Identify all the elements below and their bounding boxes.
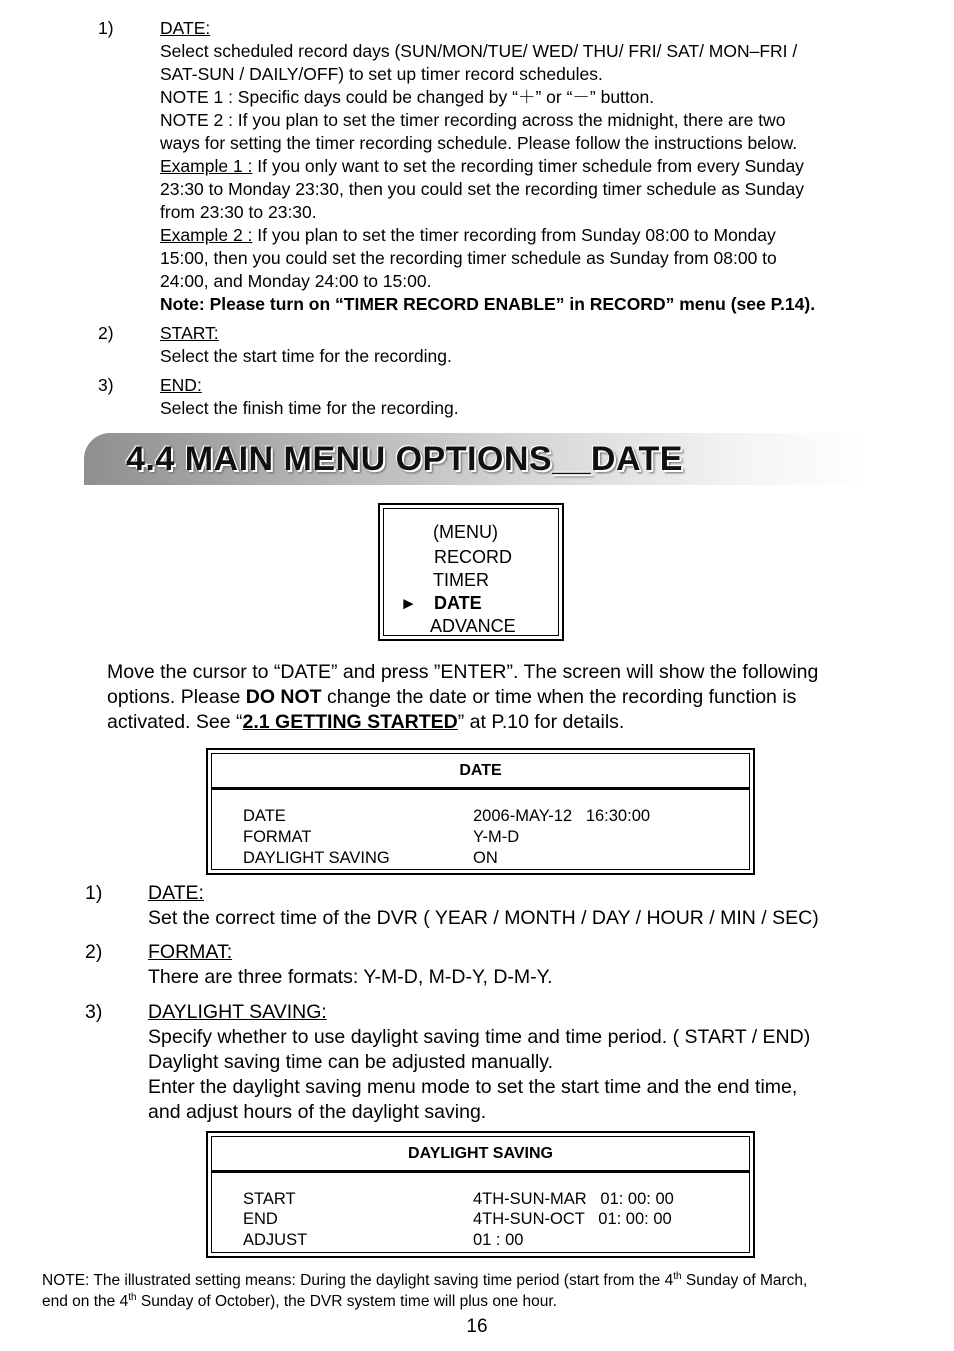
text-line: SAT-SUN / DAILY/OFF) to set up timer record schedules. xyxy=(160,64,603,84)
item-number: 2) xyxy=(85,941,103,963)
text-line: Specify whether to use daylight saving time and time period. ( START / END) xyxy=(148,1026,811,1048)
text-span: Sunday of March, xyxy=(681,1272,808,1289)
table-row-value: 4TH-SUN-MAR 01: 00: 00 xyxy=(473,1190,674,1208)
table-row-value: 4TH-SUN-OCT 01: 00: 00 xyxy=(473,1210,672,1228)
text-line: 24:00, and Monday 24:00 to 15:00. xyxy=(160,271,432,291)
intro-paragraph xyxy=(107,660,897,735)
menu-cursor-icon: ► xyxy=(400,594,417,613)
menu-item-record: RECORD xyxy=(434,547,513,567)
text-span: Sunday of October), the DVR system time will plus one hour. xyxy=(136,1293,557,1310)
item-heading: DATE: xyxy=(160,18,211,38)
menu-item-timer: TIMER xyxy=(433,570,489,590)
item-heading: FORMAT: xyxy=(148,941,233,963)
text-line: Select the start time for the recording. xyxy=(160,346,452,366)
text-line: and adjust hours of the daylight saving. xyxy=(148,1101,487,1123)
table-row-label: ADJUST xyxy=(243,1231,308,1249)
text-line: from 23:30 to 23:30. xyxy=(160,202,317,222)
bold-note: Note: Please turn on “TIMER RECORD ENABLE” in RECORD” menu (see P.14). xyxy=(160,294,816,314)
text-line: ways for setting the timer recording schedule. Please follow the instructions below. xyxy=(160,133,798,153)
item-heading: DATE: xyxy=(148,882,204,904)
text-span: options. Please xyxy=(107,686,246,708)
table-row-value: ON xyxy=(473,849,498,867)
ordinal-suffix: th xyxy=(128,1291,137,1303)
text-line: Daylight saving time can be adjusted manually. xyxy=(148,1051,554,1073)
table-title: DATE xyxy=(212,754,749,790)
table-title: DAYLIGHT SAVING xyxy=(212,1137,749,1173)
text-span: change the date or time when the recording function is xyxy=(321,686,797,708)
text-line: If you plan to set the timer recording from Sunday 08:00 to Monday xyxy=(252,225,776,245)
item-number: 1) xyxy=(85,882,103,904)
text-line: If you only want to set the recording timer schedule from every Sunday xyxy=(252,156,804,176)
item-number: 1) xyxy=(98,18,114,38)
table-row-label: END xyxy=(243,1210,278,1228)
text-span: ” at P.10 for details. xyxy=(457,711,625,733)
item-number: 3) xyxy=(85,1001,103,1023)
section-banner xyxy=(84,433,870,485)
getting-started-link[interactable]: 2.1 GETTING STARTED xyxy=(242,711,458,733)
table-row-label: FORMAT xyxy=(243,828,312,846)
item-number: 2) xyxy=(98,323,114,343)
text-span: end on the 4 xyxy=(42,1293,129,1310)
menu-box xyxy=(378,503,564,641)
item-heading: DAYLIGHT SAVING: xyxy=(148,1001,327,1023)
page-number: 16 xyxy=(466,1316,488,1337)
text-line: Set the correct time of the DVR ( YEAR / MONTH / DAY / HOUR / MIN / SEC) xyxy=(148,907,819,929)
text-line: Enter the daylight saving menu mode to set the start time and the end time, xyxy=(148,1076,798,1098)
menu-item-menu: (MENU) xyxy=(433,522,498,542)
item-number: 3) xyxy=(98,375,114,395)
text-line: 23:30 to Monday 23:30, then you could set the recording timer schedule as Sunday xyxy=(160,179,805,199)
table-row-label: DATE xyxy=(243,807,286,825)
text-span: NOTE: The illustrated setting means: During the daylight saving time period (start from the 4 xyxy=(42,1272,674,1289)
do-not-emphasis: DO NOT xyxy=(245,686,322,708)
section-title: 4.4 MAIN MENU OPTIONS__DATE xyxy=(126,440,683,478)
menu-item-date: DATE xyxy=(434,593,482,613)
text-line: 15:00, then you could set the recording timer schedule as Sunday from 08:00 to xyxy=(160,248,777,268)
text-line: Select scheduled record days (SUN/MON/TUE/ WED/ THU/ FRI/ SAT/ MON–FRI / xyxy=(160,41,798,61)
table-row-label: DAYLIGHT SAVING xyxy=(243,849,390,867)
table-row-value: 01 : 00 xyxy=(473,1231,524,1249)
item-heading: END: xyxy=(160,375,202,395)
ordinal-suffix: th xyxy=(673,1270,682,1282)
example-label: Example 2 : xyxy=(160,225,253,245)
text-line: Select the finish time for the recording. xyxy=(160,398,459,418)
menu-item-advance: ADVANCE xyxy=(430,616,516,636)
text-line: NOTE 2 : If you plan to set the timer recording across the midnight, there are two xyxy=(160,110,786,130)
text-line: Move the cursor to “DATE” and press ”ENTER”. The screen will show the following xyxy=(107,661,819,683)
table-row-value: 2006-MAY-12 16:30:00 xyxy=(473,807,651,825)
footnote xyxy=(42,1270,922,1312)
daylight-saving-table xyxy=(206,1131,755,1258)
table-row-label: START xyxy=(243,1190,296,1208)
date-settings-table xyxy=(206,748,755,875)
text-line: There are three formats: Y-M-D, M-D-Y, D-M-Y. xyxy=(148,966,553,988)
text-span: activated. See “ xyxy=(107,711,243,733)
item-heading: START: xyxy=(160,323,219,343)
table-row-value: Y-M-D xyxy=(473,828,520,846)
example-label: Example 1 : xyxy=(160,156,253,176)
text-line: NOTE 1 : Specific days could be changed by “＋” or “－” button. xyxy=(160,87,655,107)
